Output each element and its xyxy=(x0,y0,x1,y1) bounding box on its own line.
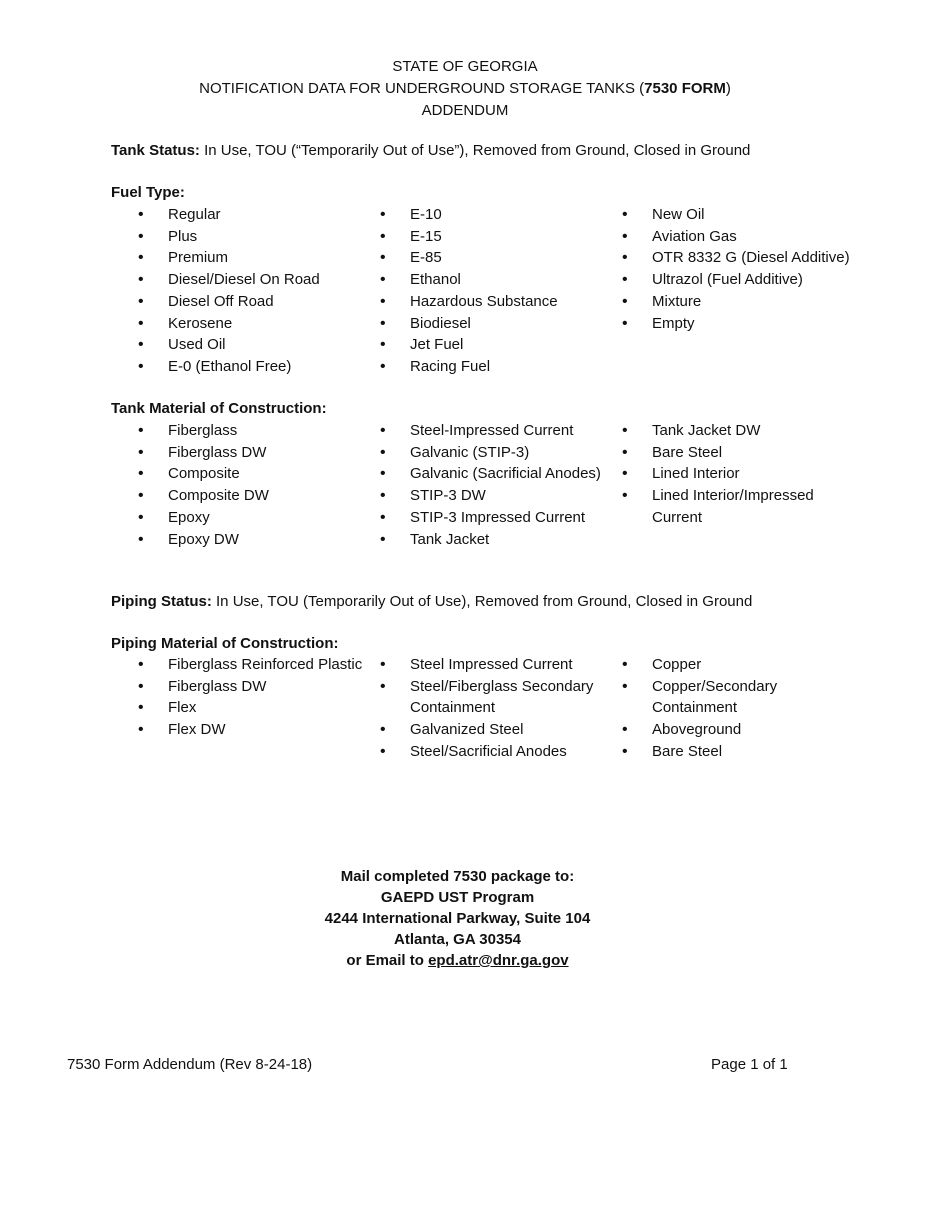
mail-email-prefix: or Email to xyxy=(346,952,429,969)
list-item: • Galvanized Steel xyxy=(378,719,610,741)
mail-program: GAEPD UST Program xyxy=(380,889,535,906)
fuel-type-column xyxy=(378,204,620,378)
list-item: • Epoxy DW xyxy=(136,529,368,551)
list-item: • E-10 xyxy=(378,204,610,226)
tank-status xyxy=(111,140,750,162)
list-item: • Copper/Secondary Containment xyxy=(620,676,852,719)
list-item: • Diesel Off Road xyxy=(136,291,368,313)
tank-material-title: Tank Material of Construction: xyxy=(111,400,327,417)
header-title-prefix: NOTIFICATION DATA FOR UNDERGROUND STORAGE TANKS ( xyxy=(199,80,645,97)
list-item: • Galvanic (Sacrificial Anodes) xyxy=(378,463,610,485)
tank-status-text: In Use, TOU (“Temporarily Out of Use”), Removed from Ground, Closed in Ground xyxy=(199,142,751,159)
list-item: • OTR 8332 G (Diesel Additive) xyxy=(620,247,852,269)
list-item: • Composite xyxy=(136,463,368,485)
footer-form-revision: 7530 Form Addendum (Rev 8-24-18) xyxy=(67,1056,313,1073)
list-item: • Racing Fuel xyxy=(378,356,610,378)
list-item: • Diesel/Diesel On Road xyxy=(136,269,368,291)
list-item: • Flex xyxy=(136,697,368,719)
fuel-type-title: Fuel Type: xyxy=(111,184,185,201)
list-item: • Fiberglass DW xyxy=(136,442,368,464)
list-item: • Tank Jacket DW xyxy=(620,420,852,442)
list-item: • Kerosene xyxy=(136,313,368,335)
footer-page-number: Page 1 of 1 xyxy=(711,1056,788,1073)
list-item: • Jet Fuel xyxy=(378,334,610,356)
email-link[interactable]: epd.atr@dnr.ga.gov xyxy=(428,952,569,969)
piping-status xyxy=(111,591,752,613)
list-item: • Galvanic (STIP-3) xyxy=(378,442,610,464)
list-item: • Tank Jacket xyxy=(378,529,610,551)
list-item: • E-85 xyxy=(378,247,610,269)
piping-material-title: Piping Material of Construction: xyxy=(111,635,339,652)
tank-material-column xyxy=(620,420,862,550)
document-header xyxy=(0,56,930,122)
piping-material-column xyxy=(620,654,862,763)
piping-status-text: In Use, TOU (Temporarily Out of Use), Removed from Ground, Closed in Ground xyxy=(211,593,753,610)
fuel-type-column xyxy=(620,204,862,378)
list-item: • STIP-3 Impressed Current xyxy=(378,507,610,529)
list-item: • Bare Steel xyxy=(620,741,852,763)
header-form-number: 7530 FORM xyxy=(644,80,726,97)
header-title-suffix: ) xyxy=(725,80,731,97)
list-item: • Lined Interior xyxy=(620,463,852,485)
list-item: • Fiberglass Reinforced Plastic xyxy=(136,654,368,676)
list-item: • Empty xyxy=(620,313,852,335)
list-item: • Used Oil xyxy=(136,334,368,356)
list-item: • Composite DW xyxy=(136,485,368,507)
list-item: • New Oil xyxy=(620,204,852,226)
header-addendum: ADDENDUM xyxy=(421,102,509,119)
list-item: • Aviation Gas xyxy=(620,226,852,248)
list-item: • Mixture xyxy=(620,291,852,313)
list-item: • Steel-Impressed Current xyxy=(378,420,610,442)
list-item: • Plus xyxy=(136,226,368,248)
list-item: • Aboveground xyxy=(620,719,852,741)
mail-street: 4244 International Parkway, Suite 104 xyxy=(324,910,591,927)
list-item: • Fiberglass DW xyxy=(136,676,368,698)
tank-material-column xyxy=(378,420,620,550)
list-item: • Steel/Sacrificial Anodes xyxy=(378,741,610,763)
list-item: • Ultrazol (Fuel Additive) xyxy=(620,269,852,291)
mail-email-line xyxy=(0,950,915,971)
mail-city: Atlanta, GA 30354 xyxy=(394,931,521,948)
piping-material-list xyxy=(136,654,856,763)
fuel-type-list xyxy=(136,204,856,378)
fuel-type-column xyxy=(136,204,378,378)
list-item: • Epoxy xyxy=(136,507,368,529)
list-item: • Hazardous Substance xyxy=(378,291,610,313)
list-item: • E-0 (Ethanol Free) xyxy=(136,356,368,378)
piping-status-label: Piping Status: xyxy=(111,593,212,610)
list-item: • Steel Impressed Current xyxy=(378,654,610,676)
list-item: • Fiberglass xyxy=(136,420,368,442)
header-title xyxy=(0,78,930,100)
list-item: • E-15 xyxy=(378,226,610,248)
list-item: • Biodiesel xyxy=(378,313,610,335)
tank-material-column xyxy=(136,420,378,550)
tank-status-label: Tank Status: xyxy=(111,142,200,159)
mail-heading: Mail completed 7530 package to: xyxy=(340,868,575,885)
header-state: STATE OF GEORGIA xyxy=(392,58,538,75)
piping-material-column xyxy=(378,654,620,763)
list-item: • STIP-3 DW xyxy=(378,485,610,507)
list-item: • Steel/Fiberglass Secondary Containment xyxy=(378,676,610,719)
list-item: • Ethanol xyxy=(378,269,610,291)
list-item: • Premium xyxy=(136,247,368,269)
list-item: • Lined Interior/Impressed Current xyxy=(620,485,852,528)
mailing-instructions xyxy=(0,866,915,971)
piping-material-column xyxy=(136,654,378,763)
list-item: • Regular xyxy=(136,204,368,226)
tank-material-list xyxy=(136,420,856,550)
list-item: • Bare Steel xyxy=(620,442,852,464)
list-item: • Flex DW xyxy=(136,719,368,741)
list-item: • Copper xyxy=(620,654,852,676)
